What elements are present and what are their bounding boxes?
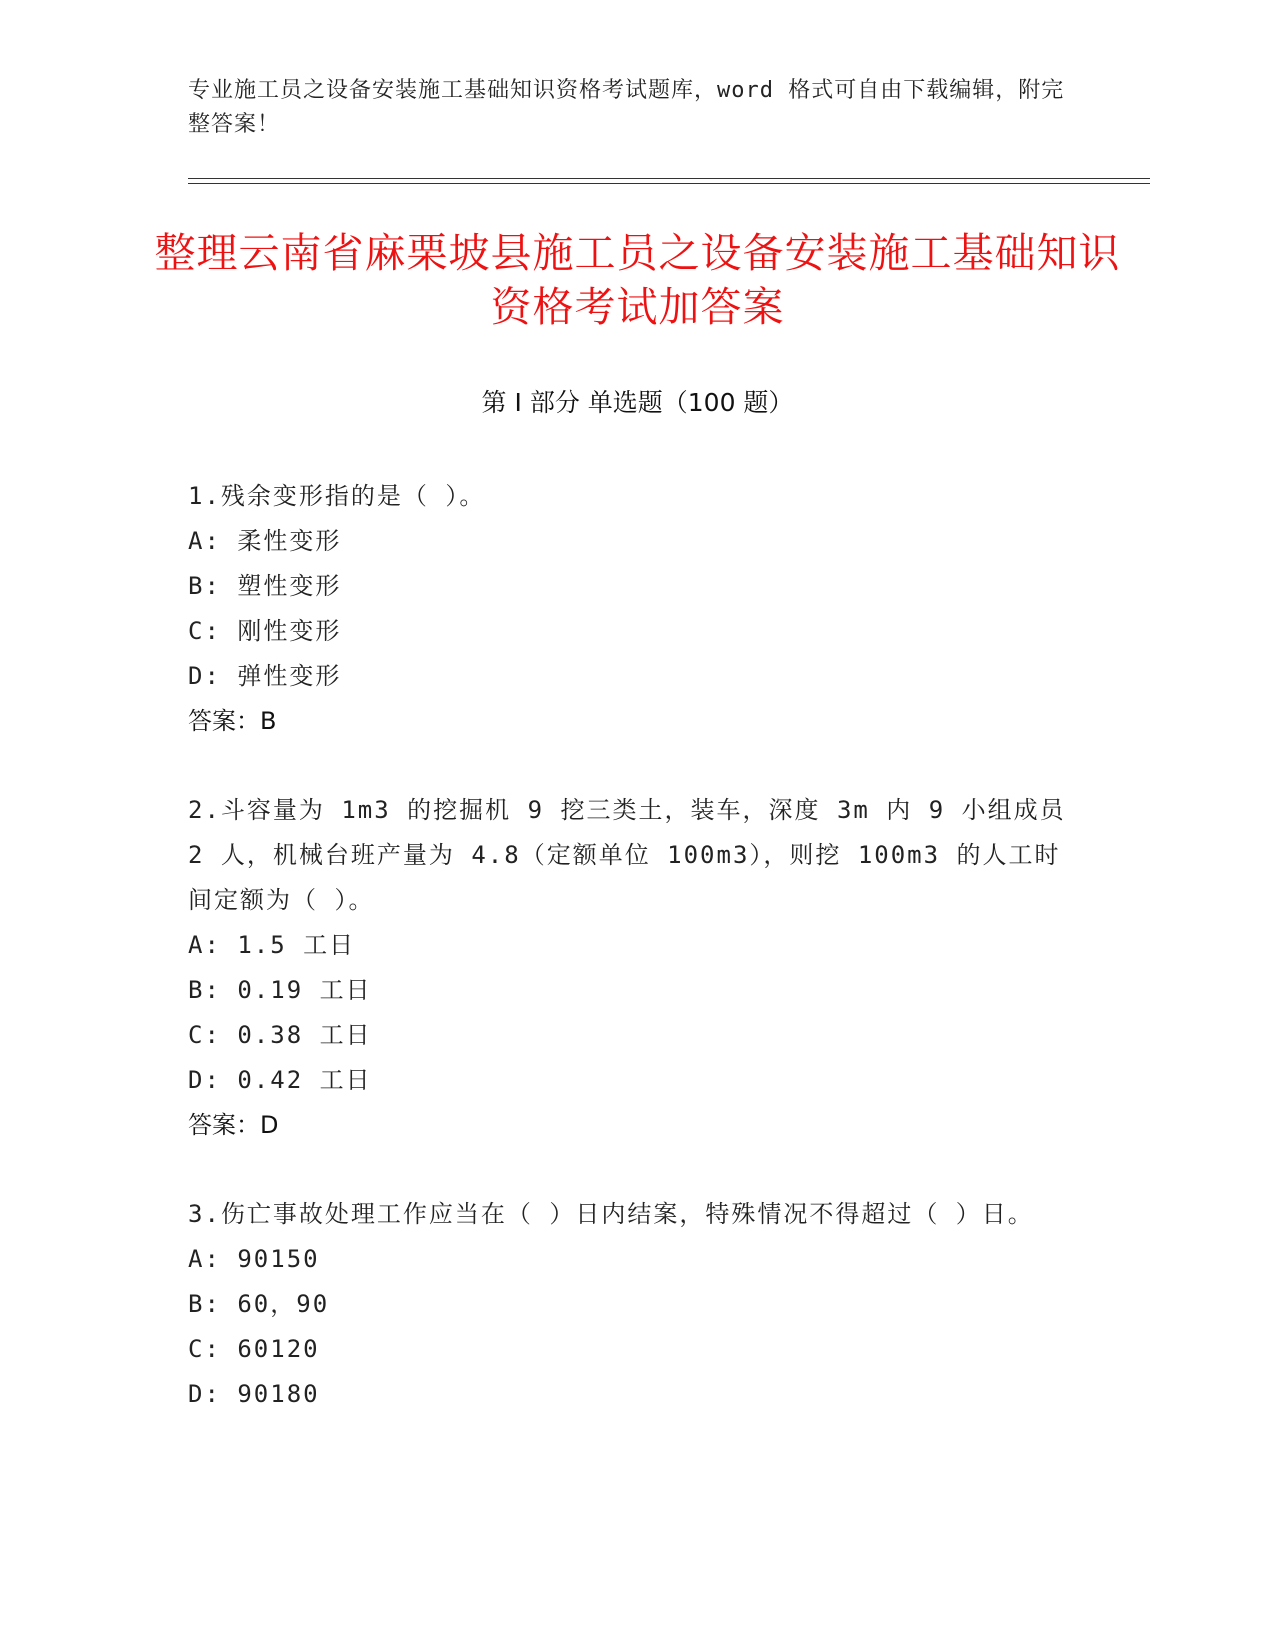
option-b: B: 60，90 (188, 1290, 330, 1318)
question-stem: 1.残余变形指的是（ ）。 (188, 482, 486, 510)
section-title: 第 I 部分 单选题（100 题） (481, 388, 794, 417)
option-a: A: 1.5 工日 (188, 931, 356, 959)
divider-line-bottom (188, 183, 1150, 184)
answer: 答案：B (188, 707, 277, 735)
option-c: C: 0.38 工日 (188, 1021, 372, 1049)
option-d: D: 0.42 工日 (188, 1066, 372, 1094)
option-d: D: 90180 (188, 1380, 320, 1408)
header-divider (188, 178, 1150, 184)
question-stem: 3.伤亡事故处理工作应当在（ ）日内结案，特殊情况不得超过（ ）日。 (188, 1200, 1034, 1228)
question-3 (188, 1192, 1068, 1417)
question-list (188, 474, 1068, 1461)
option-c: C: 刚性变形 (188, 617, 342, 645)
option-c: C: 60120 (188, 1335, 320, 1363)
option-b: B: 0.19 工日 (188, 976, 372, 1004)
option-a: A: 90150 (188, 1245, 320, 1273)
question-2 (188, 788, 1068, 1148)
header-note: 专业施工员之设备安装施工基础知识资格考试题库，word 格式可自由下载编辑，附完整答案！ (188, 78, 1065, 137)
answer: 答案：D (188, 1111, 279, 1139)
question-1 (188, 474, 1068, 744)
question-stem: 2.斗容量为 1m3 的挖掘机 9 挖三类土，装车，深度 3m 内 9 小组成员 2 人，机械台班产量为 4.8（定额单位 100m3），则挖 100m3 的人工时间定额为（ ）。 (188, 796, 1066, 914)
document-title: 整理云南省麻栗坡县施工员之设备安装施工基础知识资格考试加答案 (154, 229, 1121, 331)
option-a: A: 柔性变形 (188, 527, 342, 555)
option-d: D: 弹性变形 (188, 662, 342, 690)
divider-line-top (188, 178, 1150, 179)
option-b: B: 塑性变形 (188, 572, 342, 600)
